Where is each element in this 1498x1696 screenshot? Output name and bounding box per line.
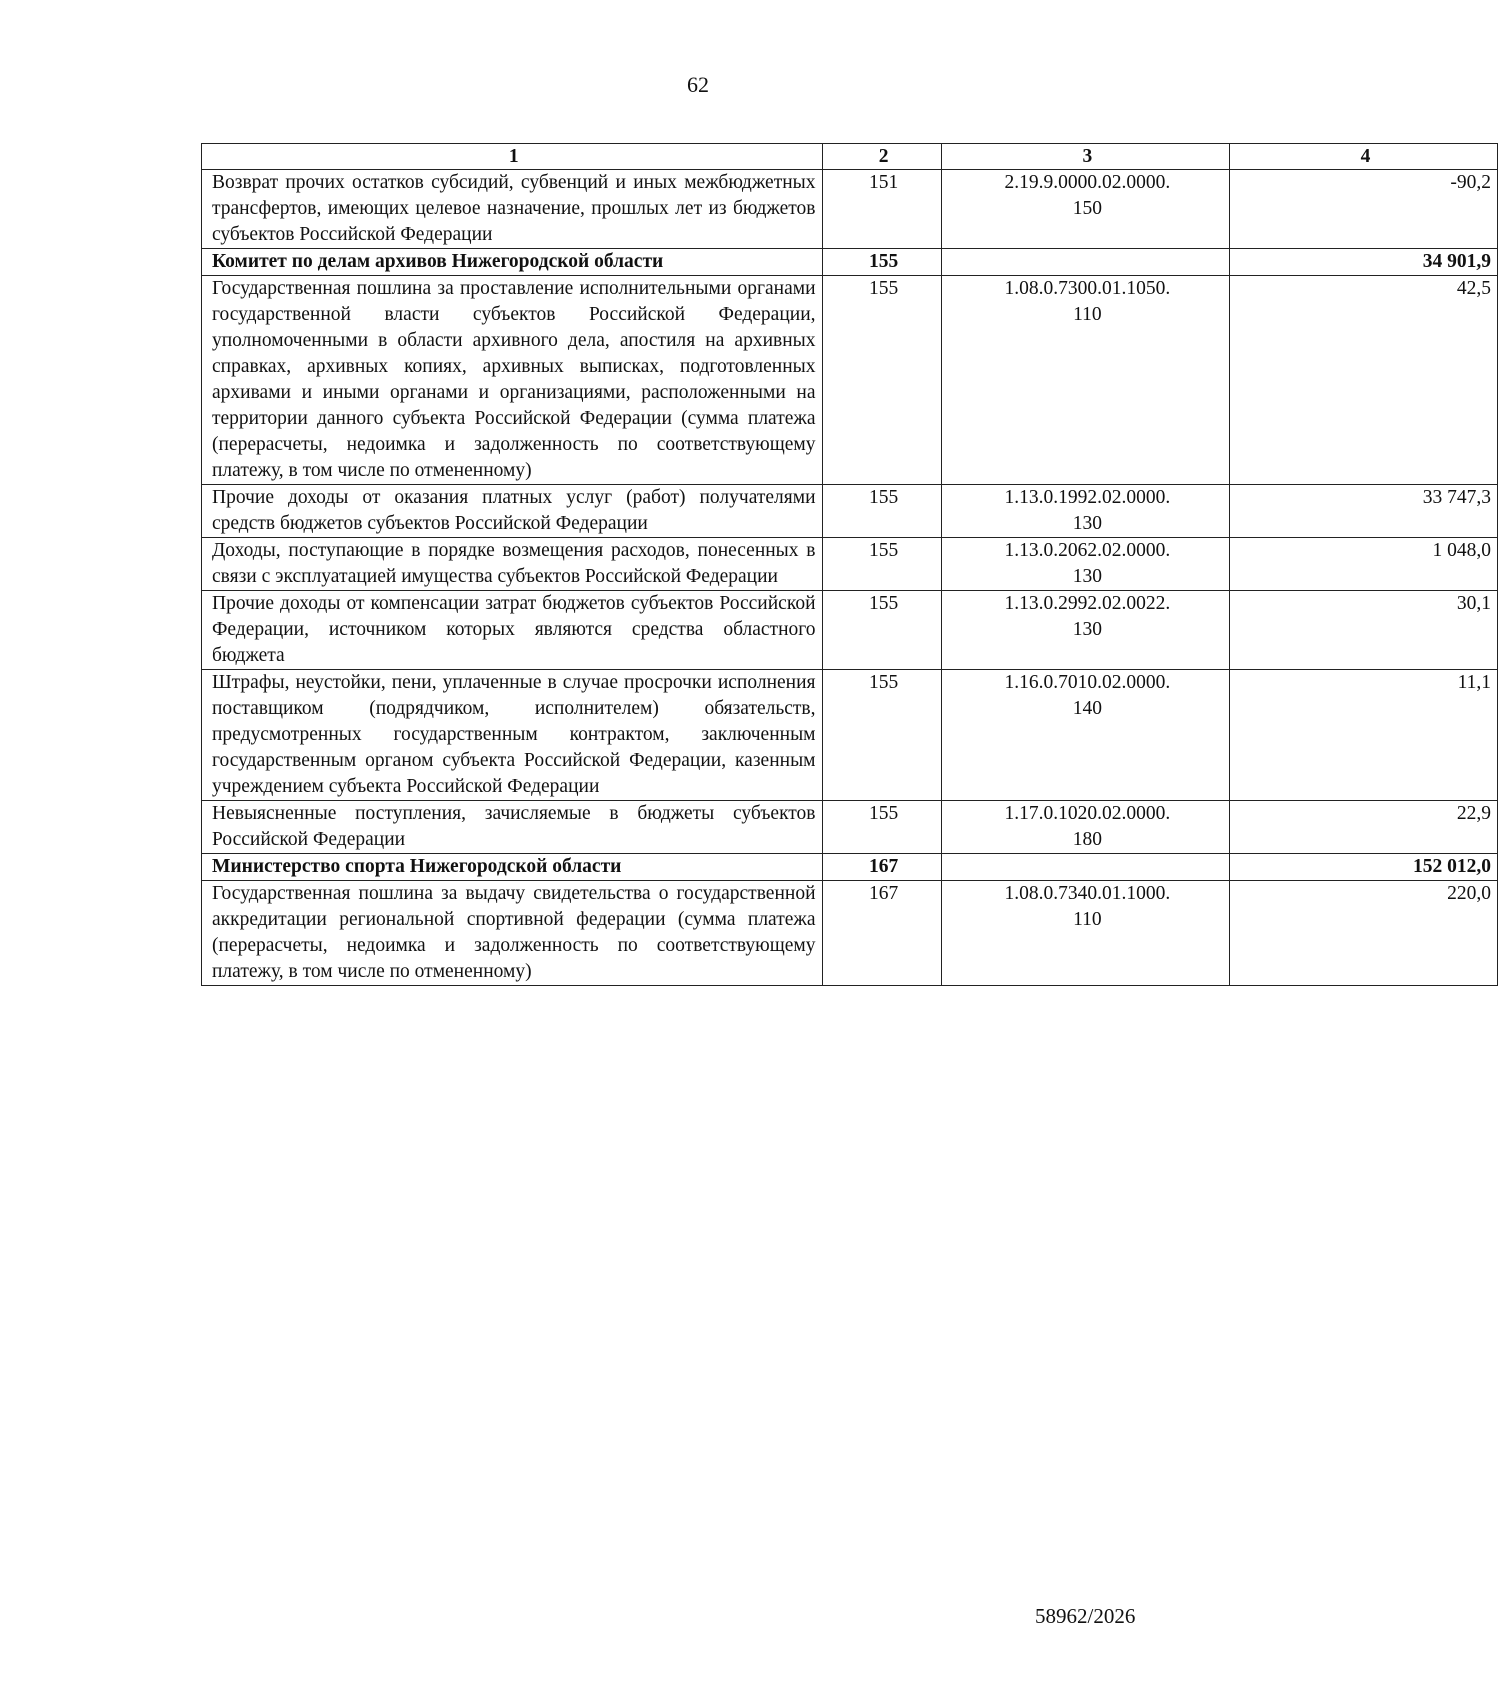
column-header-4: 4	[1229, 144, 1497, 170]
row-name-cell: Прочие доходы от компенсации затрат бюджетов субъектов Российской Федерации, источником которых являются средства областного бюджета	[202, 591, 823, 670]
row-budget-code-cell: 1.13.0.2062.02.0000. 130	[941, 538, 1229, 591]
column-header-1: 1	[202, 144, 823, 170]
row-admin-code-cell: 155	[822, 801, 941, 854]
row-amount-cell: 34 901,9	[1229, 249, 1497, 276]
row-amount-cell: 220,0	[1229, 881, 1497, 986]
row-amount-cell: 1 048,0	[1229, 538, 1497, 591]
row-admin-code-cell: 167	[822, 854, 941, 881]
row-budget-code-cell	[941, 249, 1229, 276]
row-amount-cell: -90,2	[1229, 170, 1497, 249]
table-row	[202, 485, 1498, 538]
row-admin-code-cell: 155	[822, 538, 941, 591]
table-row	[202, 670, 1498, 801]
row-amount-cell: 11,1	[1229, 670, 1497, 801]
row-budget-code-cell: 1.13.0.1992.02.0000. 130	[941, 485, 1229, 538]
row-budget-code-cell	[941, 854, 1229, 881]
row-admin-code-cell: 155	[822, 591, 941, 670]
row-name-cell: Штрафы, неустойки, пени, уплаченные в случае просрочки исполнения поставщиком (подрядчиком, исполнителем) обязательств, предусмотренных государственным контрактом, заключенным государственным органом субъекта Российской Федерации, казенным учреждением субъекта Российской Федерации	[202, 670, 823, 801]
column-header-3: 3	[941, 144, 1229, 170]
table-row	[202, 276, 1498, 485]
page-number: 62	[687, 72, 709, 97]
row-name-cell: Комитет по делам архивов Нижегородской области	[202, 249, 823, 276]
row-name-cell: Прочие доходы от оказания платных услуг (работ) получателями средств бюджетов субъектов Российской Федерации	[202, 485, 823, 538]
row-name-cell: Возврат прочих остатков субсидий, субвенций и иных межбюджетных трансфертов, имеющих целевое назначение, прошлых лет из бюджетов субъектов Российской Федерации	[202, 170, 823, 249]
row-admin-code-cell: 155	[822, 485, 941, 538]
row-amount-cell: 33 747,3	[1229, 485, 1497, 538]
column-header-2: 2	[822, 144, 941, 170]
row-admin-code-cell: 167	[822, 881, 941, 986]
table-row	[202, 249, 1498, 276]
row-budget-code-cell: 2.19.9.0000.02.0000. 150	[941, 170, 1229, 249]
document-registration-number: 58962/2026	[1035, 1604, 1136, 1628]
row-budget-code-cell: 1.16.0.7010.02.0000. 140	[941, 670, 1229, 801]
row-admin-code-cell: 151	[822, 170, 941, 249]
row-name-cell: Министерство спорта Нижегородской области	[202, 854, 823, 881]
table-header-row	[202, 144, 1498, 170]
table-row	[202, 591, 1498, 670]
row-name-cell: Государственная пошлина за проставление исполнительными органами государственной власти субъектов Российской Федерации, уполномоченными в области архивного дела, апостиля на архивных справках, архивных копиях, архивных выписках, подготовленных архивами и иными органами и организациями, расположенными на территории данного субъекта Российской Федерации (сумма платежа (перерасчеты, недоимка и задолженность по соответствующему платежу, в том числе по отмененному)	[202, 276, 823, 485]
revenue-table	[201, 143, 1498, 986]
table-row	[202, 170, 1498, 249]
table-row	[202, 854, 1498, 881]
row-name-cell: Доходы, поступающие в порядке возмещения расходов, понесенных в связи с эксплуатацией имущества субъектов Российской Федерации	[202, 538, 823, 591]
row-amount-cell: 30,1	[1229, 591, 1497, 670]
row-amount-cell: 22,9	[1229, 801, 1497, 854]
row-name-cell: Государственная пошлина за выдачу свидетельства о государственной аккредитации региональной спортивной федерации (сумма платежа (перерасчеты, недоимка и задолженность по соответствующему платежу, в том числе по отмененному)	[202, 881, 823, 986]
row-admin-code-cell: 155	[822, 670, 941, 801]
row-admin-code-cell: 155	[822, 276, 941, 485]
row-budget-code-cell: 1.13.0.2992.02.0022. 130	[941, 591, 1229, 670]
row-budget-code-cell: 1.08.0.7340.01.1000. 110	[941, 881, 1229, 986]
row-budget-code-cell: 1.08.0.7300.01.1050. 110	[941, 276, 1229, 485]
table-row	[202, 538, 1498, 591]
row-name-cell: Невыясненные поступления, зачисляемые в бюджеты субъектов Российской Федерации	[202, 801, 823, 854]
row-admin-code-cell: 155	[822, 249, 941, 276]
row-amount-cell: 42,5	[1229, 276, 1497, 485]
table-row	[202, 881, 1498, 986]
table-row	[202, 801, 1498, 854]
row-amount-cell: 152 012,0	[1229, 854, 1497, 881]
row-budget-code-cell: 1.17.0.1020.02.0000. 180	[941, 801, 1229, 854]
